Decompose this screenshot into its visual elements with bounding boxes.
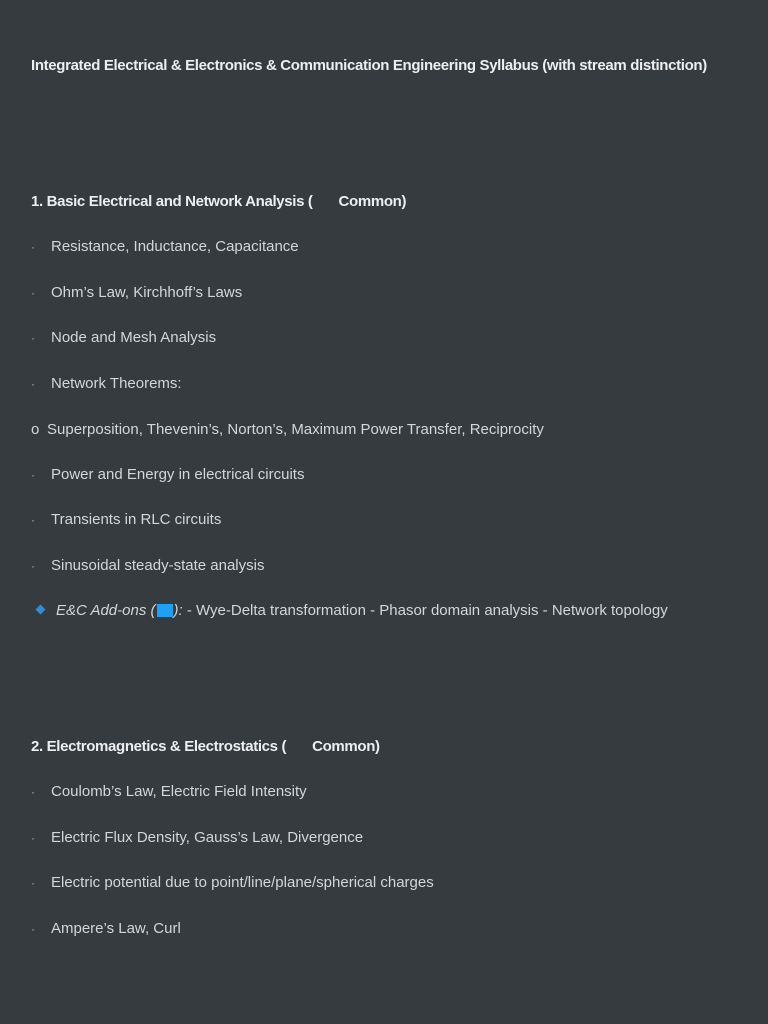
section-heading-2-prefix: 2. Electromagnetics & Electrostatics (	[31, 738, 287, 755]
sub-list-item-text: Superposition, Thevenin’s, Norton’s, Maximum Power Transfer, Reciprocity	[47, 421, 544, 438]
bullet-icon: ·	[31, 785, 35, 799]
addon-label-prefix: E&C Add-ons (	[56, 602, 156, 619]
bullet-icon: ·	[31, 559, 35, 573]
list-item-text: Electric potential due to point/line/plane/spherical charges	[51, 874, 434, 891]
document-title: Integrated Electrical & Electronics & Communication Engineering Syllabus (with stream distinction)	[31, 57, 707, 74]
bullet-icon: ·	[31, 513, 35, 527]
list-item-text: Transients in RLC circuits	[51, 511, 222, 528]
bullet-icon: ·	[31, 377, 35, 391]
section-heading-1-prefix: 1. Basic Electrical and Network Analysis (	[31, 193, 313, 210]
list-item-text: Resistance, Inductance, Capacitance	[51, 238, 299, 255]
addon-line	[31, 602, 668, 620]
section-heading-1-suffix: Common)	[338, 193, 407, 210]
list-item-text: Node and Mesh Analysis	[51, 329, 217, 346]
section-heading-2-suffix: Common)	[312, 738, 380, 755]
list-item-text: Coulomb’s Law, Electric Field Intensity	[51, 783, 307, 800]
bullet-icon: ·	[31, 468, 35, 482]
list-item-text: Ohm’s Law, Kirchhoff’s Laws	[51, 284, 243, 301]
list-item-text: Electric Flux Density, Gauss’s Law, Divergence	[51, 829, 364, 846]
bullet-icon: ·	[31, 876, 35, 890]
diamond-bullet-icon	[36, 605, 46, 615]
sub-bullet-marker: o	[31, 421, 40, 438]
bullet-icon: ·	[31, 240, 35, 254]
bullet-icon: ·	[31, 331, 35, 345]
addon-label-suffix: ):	[173, 602, 183, 619]
list-item-text: Ampere’s Law, Curl	[51, 920, 181, 937]
list-item-text: Power and Energy in electrical circuits	[51, 466, 305, 483]
section-heading-2	[31, 738, 380, 756]
bullet-icon: ·	[31, 922, 35, 936]
bullet-icon: ·	[31, 831, 35, 845]
addon-text: - Wye-Delta transformation - Phasor domain analysis - Network topology	[182, 602, 668, 619]
blue-box-icon	[157, 604, 173, 617]
list-item-text: Network Theorems:	[51, 375, 182, 392]
bullet-icon: ·	[31, 286, 35, 300]
section-heading-1	[31, 193, 406, 211]
sub-list-item	[31, 421, 544, 439]
list-item-text: Sinusoidal steady-state analysis	[51, 557, 265, 574]
